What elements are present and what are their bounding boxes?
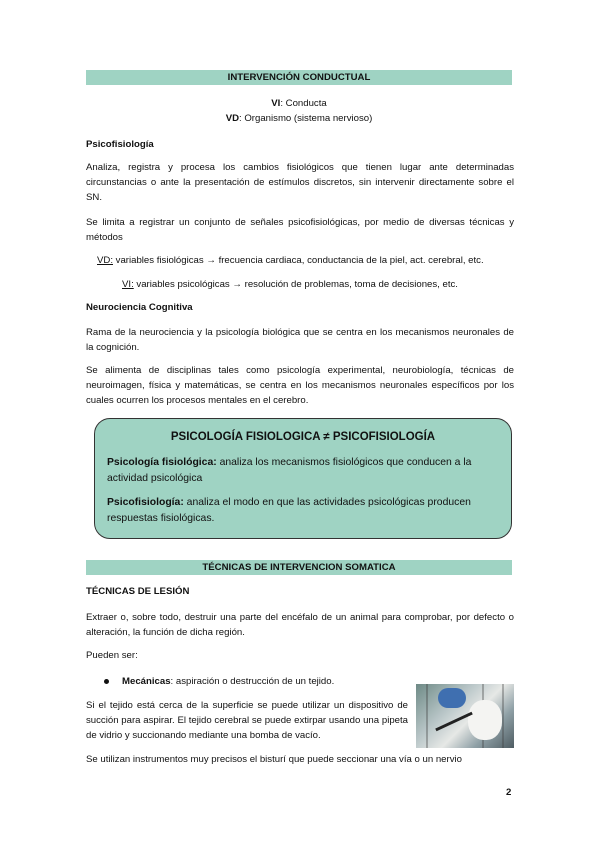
comparison-callout-box [94,418,512,539]
paragraph-neurociencia-1: Rama de la neurociencia y la psicología biológica que se centra en los mecanismos neuronales de la cognición. [86,327,514,353]
section-title-intervencion-conductual [86,70,512,85]
vd-variables-line [97,253,517,268]
vd-variables-label: VD: [97,255,113,266]
callout-item-psicofisiologia [107,495,499,527]
lab-mouse-photo [416,684,514,748]
heading-neurociencia-cognitiva: Neurociencia Cognitiva [86,302,193,313]
vd-variables-text: variables fisiológicas → frecuencia cardiaca, conductancia de la piel, act. cerebral, etc. [113,255,484,266]
vi-label: VI [271,98,281,109]
section2-title-text: TÉCNICAS DE INTERVENCION SOMATICA [202,562,396,573]
heading-tecnicas-de-lesion: TÉCNICAS DE LESIÓN [86,586,190,597]
vd-text: : Organismo (sistema nervioso) [239,113,373,124]
paragraph-pueden-ser: Pueden ser: [86,650,138,661]
callout-item2-label: Psicofisiología: [107,497,184,508]
vd-line [86,111,512,126]
callout-item2-text: analiza el modo en que las actividades psicológicas producen respuestas fisiológicas. [107,497,471,524]
bullet-label: Mecánicas [122,676,171,687]
paragraph-neurociencia-2: Se alimenta de disciplinas tales como psicología experimental, neurobiología, técnicas de neuroimagen, física y matemáticas, se centra en los mecanismos neuronales específicos por los cuales ocurren los procesos mentales en el cerebro. [86,365,514,406]
paragraph-instrumentos: Se utilizan instrumentos muy precisos el bisturí que puede seccionar una vía o un nervio [86,754,462,765]
paragraph-psicofisiologia-1: Analiza, registra y procesa los cambios fisiológicos que tienen lugar ante determinadas circunstancias o ante la presentación de estímulos discretos, sin intervenir directamente sobre el SN. [86,162,514,203]
section-title-text: INTERVENCIÓN CONDUCTUAL [227,72,371,83]
paragraph-psicofisiologia-2: Se limita a registrar un conjunto de señales psicofisiológicas, por medio de diversas técnicas y métodos [86,217,514,243]
page-number: 2 [506,787,512,798]
bullet-icon [104,679,109,684]
callout-item1-label: Psicología fisiológica: [107,457,217,468]
paragraph-succion: Si el tejido está cerca de la superficie se puede utilizar un dispositivo de succión para aspirar. El tejido cerebral se puede extirpar usando una pipeta de vidrio y succionando mediante una bomba de vacío. [86,700,408,741]
photo-mouse [468,700,502,740]
callout-item-psicologia-fisiologica [107,455,499,487]
vd-label: VD [225,113,240,124]
vi-line [86,96,512,111]
photo-cage-bar [502,684,504,748]
bullet-item-mecanicas [122,674,422,689]
bullet-text: : aspiración o destrucción de un tejido. [170,676,335,687]
callout-title: PSICOLOGÍA FISIOLOGICA ≠ PSICOFISIOLOGÍA [170,431,436,443]
vi-variables-line [122,277,512,292]
callout-item1-text: analiza los mecanismos fisiológicos que conducen a la actividad psicológica [107,457,472,484]
section-title-tecnicas-intervencion-somatica [86,560,512,575]
photo-glove [438,688,466,708]
heading-psicofisiologia: Psicofisiología [86,139,154,150]
vi-text: : Conducta [280,98,327,109]
vi-variables-text: variables psicológicas → resolución de problemas, toma de decisiones, etc. [133,279,458,290]
photo-cage-bar [426,684,428,748]
paragraph-lesion-1: Extraer o, sobre todo, destruir una parte del encéfalo de un animal para comprobar, por defecto o alteración, la función de dicha región. [86,612,514,638]
vi-variables-label: VI: [122,279,134,290]
